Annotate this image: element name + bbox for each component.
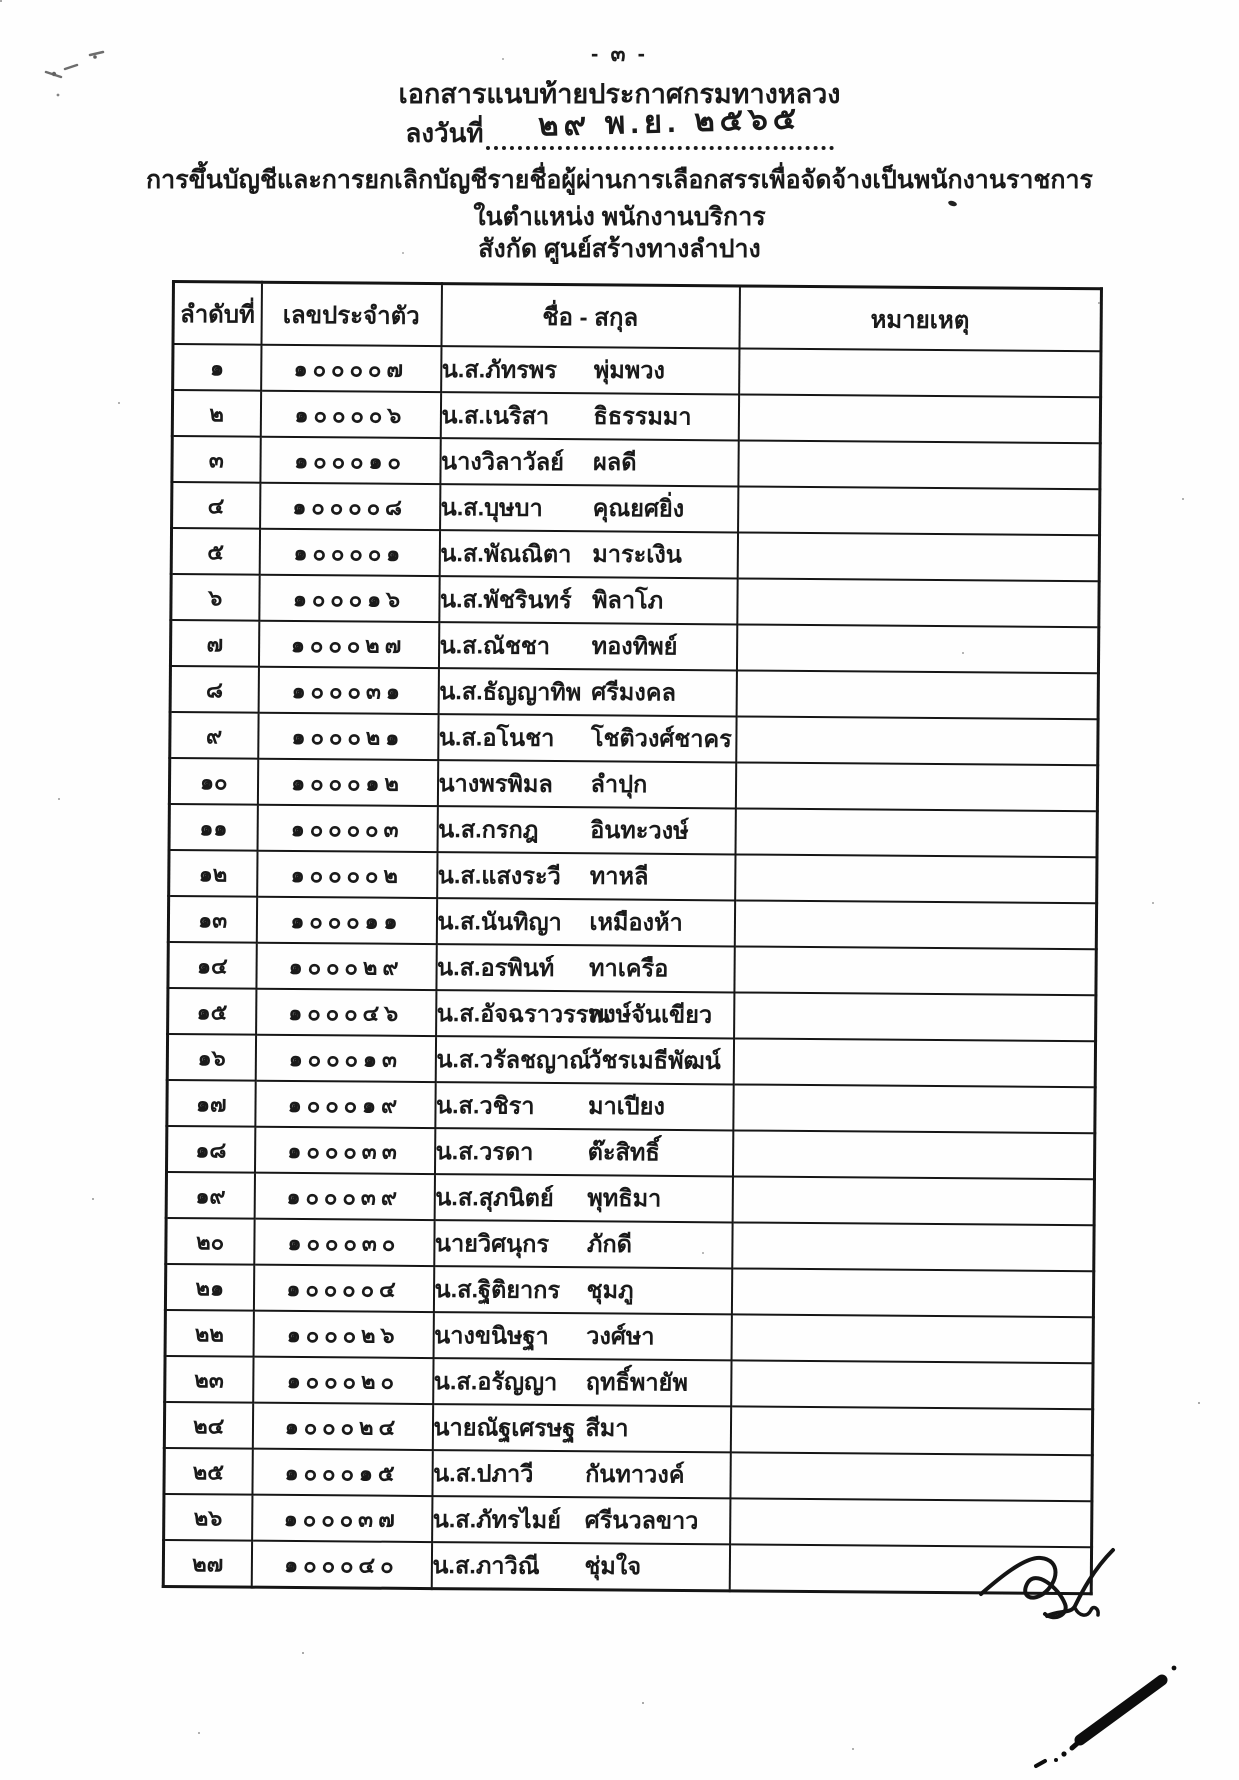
- note-cell: [738, 440, 1100, 489]
- first-name: น.ส.เนริสา: [441, 401, 550, 429]
- order-cell: ๑๔: [168, 942, 256, 989]
- table-row: [173, 344, 1101, 397]
- table-row: [170, 666, 1098, 719]
- last-name: อินทะวงษ์: [590, 816, 689, 844]
- table-row: [163, 1540, 1091, 1594]
- signature-mark: [975, 1538, 1135, 1633]
- note-cell: [736, 624, 1098, 673]
- handwritten-date: ๒๙ พ.ย. ๒๕๖๕: [537, 100, 802, 143]
- order-cell: ๒๓: [165, 1356, 253, 1403]
- table-row: [166, 1126, 1094, 1179]
- last-name: สีมา: [585, 1414, 629, 1442]
- id-cell: ๑๐๐๐๐๑: [259, 529, 439, 576]
- last-name: ต๊ะสิทธิ์: [587, 1138, 660, 1166]
- document-title: เอกสารแนบท้ายประกาศกรมทางหลวง: [398, 79, 841, 109]
- order-cell: ๖: [171, 574, 259, 621]
- note-cell: [738, 486, 1100, 535]
- id-cell: ๑๐๐๐๔๐: [251, 1541, 431, 1589]
- first-name: น.ส.บุษบา: [440, 493, 543, 521]
- id-cell: ๑๐๐๐๐๘: [260, 483, 440, 530]
- last-name: พุ่มพวง: [593, 356, 666, 384]
- note-cell: [733, 1084, 1095, 1133]
- table-row: [172, 390, 1100, 443]
- first-name: นางพรพิมล: [438, 769, 553, 797]
- id-cell: ๑๐๐๐๒๙: [256, 943, 436, 990]
- id-cell: ๑๐๐๐๒๔: [252, 1403, 432, 1450]
- last-name: ศรีมงคล: [591, 678, 677, 706]
- header-id: เลขประจำตัว: [261, 282, 441, 346]
- name-cell: [436, 944, 734, 992]
- table-row: [164, 1448, 1092, 1501]
- name-cell: [433, 1266, 731, 1314]
- order-cell: ๒๕: [164, 1448, 252, 1495]
- table-row: [172, 482, 1100, 535]
- id-cell: ๑๐๐๐๒๑: [258, 713, 438, 760]
- note-cell: [731, 1360, 1093, 1409]
- note-cell: [732, 1130, 1094, 1179]
- first-name: น.ส.ณัชชา: [439, 631, 551, 659]
- name-cell: [437, 760, 735, 808]
- last-name: ทาเครือ: [589, 954, 669, 982]
- name-cell: [435, 1082, 733, 1130]
- date-dotted-line: [486, 100, 834, 150]
- order-cell: ๒: [172, 390, 260, 437]
- note-cell: [732, 1176, 1094, 1225]
- table-row: [169, 850, 1097, 903]
- id-cell: ๑๐๐๐๓๐: [254, 1219, 434, 1266]
- order-cell: ๙: [170, 712, 258, 759]
- table-row: [168, 942, 1096, 995]
- table-row: [170, 712, 1098, 765]
- last-name: ผลดี: [592, 448, 637, 476]
- order-cell: ๓: [172, 436, 260, 483]
- id-cell: ๑๐๐๐๐๖: [260, 391, 440, 438]
- first-name: นางวิลาวัลย์: [440, 447, 565, 475]
- name-cell: [434, 1174, 732, 1222]
- first-name: น.ส.วชิรา: [435, 1091, 535, 1119]
- order-cell: ๒๐: [166, 1218, 254, 1265]
- note-cell: [735, 808, 1097, 857]
- name-cell: [434, 1220, 732, 1268]
- table-row: [168, 896, 1096, 949]
- last-name: วงศ์ษา: [586, 1322, 655, 1350]
- id-cell: ๑๐๐๐๐๗: [261, 345, 441, 392]
- note-cell: [738, 394, 1100, 443]
- id-cell: ๑๐๐๐๑๕: [252, 1449, 432, 1496]
- last-name: พงษ์จันเขียว: [588, 1000, 713, 1028]
- last-name: ธิธรรมมา: [593, 402, 692, 430]
- order-cell: ๑๐: [169, 758, 257, 805]
- order-cell: ๑๘: [166, 1126, 254, 1173]
- first-name: นายณัฐเศรษฐ: [433, 1413, 576, 1441]
- header-name: ชื่อ - สกุล: [441, 284, 739, 349]
- name-cell: [432, 1404, 730, 1452]
- first-name: น.ส.วรัลชญาณ์: [436, 1045, 592, 1073]
- name-cell: [437, 852, 735, 900]
- order-cell: ๒๔: [164, 1402, 252, 1449]
- name-cell: [432, 1496, 730, 1544]
- name-cell: [436, 990, 734, 1038]
- order-cell: ๑๕: [168, 988, 256, 1035]
- first-name: น.ส.แสงระวี: [437, 861, 561, 889]
- order-cell: ๒๒: [165, 1310, 253, 1357]
- last-name: ทาหลี: [589, 862, 649, 890]
- note-cell: [739, 348, 1101, 397]
- name-cell: [433, 1358, 731, 1406]
- first-name: น.ส.กรกฎ: [438, 815, 539, 843]
- page-number: - ๓ -: [591, 41, 648, 66]
- name-cell: [441, 346, 739, 394]
- note-cell: [730, 1452, 1092, 1501]
- first-name: น.ส.ฐิติยากร: [434, 1275, 561, 1303]
- order-cell: ๑: [173, 344, 261, 391]
- affiliation-line: สังกัด ศูนย์สร้างทางลำปาง: [478, 235, 761, 263]
- first-name: น.ส.อโนชา: [438, 723, 555, 751]
- name-cell: [440, 484, 738, 532]
- name-cell: [433, 1312, 731, 1360]
- first-name: นางขนิษฐา: [434, 1321, 549, 1349]
- order-cell: ๑๑: [169, 804, 257, 851]
- first-name: น.ส.ธัญญาทิพ: [439, 677, 582, 705]
- last-name: เหมืองห้า: [589, 908, 683, 936]
- header-note: หมายเหตุ: [739, 286, 1101, 351]
- first-name: น.ส.สุภนิตย์: [435, 1183, 554, 1211]
- table-row: [171, 528, 1099, 581]
- id-cell: ๑๐๐๐๐๓: [257, 805, 437, 852]
- id-cell: ๑๐๐๐๑๖: [259, 575, 439, 622]
- name-cell: [438, 622, 736, 670]
- order-cell: ๑๒: [169, 850, 257, 897]
- order-cell: ๗: [170, 620, 258, 667]
- name-cell: [438, 714, 736, 762]
- order-cell: ๑๙: [166, 1172, 254, 1219]
- id-cell: ๑๐๐๐๓๗: [252, 1495, 432, 1542]
- note-cell: [736, 670, 1098, 719]
- id-cell: ๑๐๐๐๒๗: [258, 621, 438, 668]
- last-name: ศรีนวลขาว: [584, 1506, 699, 1534]
- order-cell: ๕: [171, 528, 259, 575]
- name-cell: [440, 438, 738, 486]
- name-cell: [438, 668, 736, 716]
- last-name: ภักดี: [586, 1230, 633, 1258]
- header-order: ลำดับที่: [173, 282, 261, 345]
- id-cell: ๑๐๐๐๐๔: [253, 1265, 433, 1312]
- table-row: [165, 1264, 1093, 1317]
- name-cell: [439, 530, 737, 578]
- id-cell: ๑๐๐๐๔๖: [256, 989, 436, 1036]
- table-row: [167, 1080, 1095, 1133]
- name-cell: [437, 806, 735, 854]
- name-cell: [434, 1128, 732, 1176]
- name-cell: [440, 392, 738, 440]
- note-cell: [735, 762, 1097, 811]
- order-cell: ๘: [170, 666, 258, 713]
- last-name: มาเปียง: [587, 1092, 666, 1120]
- name-cell: [439, 576, 737, 624]
- note-cell: [731, 1268, 1093, 1317]
- note-cell: [734, 946, 1096, 995]
- last-name: กันทาวงค์: [585, 1460, 685, 1488]
- order-cell: ๑๖: [167, 1034, 255, 1081]
- id-cell: ๑๐๐๐๑๐: [260, 437, 440, 484]
- date-line: [0, 100, 1239, 150]
- first-name: น.ส.ภาวิณี: [432, 1551, 540, 1579]
- table-row: [170, 620, 1098, 673]
- table-row: [169, 758, 1097, 811]
- table-row: [168, 988, 1096, 1041]
- last-name: คุณยศยิ่ง: [592, 494, 685, 522]
- table-row: [169, 804, 1097, 857]
- first-name: นายวิศนุกร: [434, 1229, 550, 1257]
- subject-line: การขึ้นบัญชีและการยกเลิกบัญชีรายชื่อผู้ผ่านการเลือกสรรเพื่อจัดจ้างเป็นพนักงานราชการ: [146, 166, 1093, 194]
- last-name: พิลาโภ: [591, 586, 664, 614]
- note-cell: [730, 1406, 1092, 1455]
- name-cell: [436, 898, 734, 946]
- first-name: น.ส.นันทิญา: [437, 907, 562, 935]
- last-name: ลำปุก: [590, 770, 648, 798]
- order-cell: ๔: [172, 482, 260, 529]
- first-name: น.ส.อรพินท์: [437, 953, 555, 981]
- pencil-scribble: [30, 40, 140, 110]
- name-cell: [435, 1036, 733, 1084]
- id-cell: ๑๐๐๐๑๙: [255, 1081, 435, 1128]
- table-row: [167, 1034, 1095, 1087]
- note-cell: [737, 532, 1099, 581]
- first-name: น.ส.อัจฉราวรรณ: [436, 999, 611, 1027]
- corner-ink-mark: [1022, 1648, 1202, 1773]
- last-name: โชติวงศ์ชาคร: [590, 724, 732, 752]
- date-label: ลงวันที่: [405, 118, 484, 148]
- id-cell: ๑๐๐๐๓๓: [254, 1127, 434, 1174]
- id-cell: ๑๐๐๐๑๓: [255, 1035, 435, 1082]
- last-name: ชุ่มใจ: [584, 1552, 642, 1580]
- id-cell: ๑๐๐๐๑๒: [257, 759, 437, 806]
- first-name: น.ส.ภัทรพร: [441, 355, 558, 383]
- scan-noise: [0, 0, 2, 2]
- id-cell: ๑๐๐๐๑๑: [256, 897, 436, 944]
- id-cell: ๑๐๐๐๒๖: [253, 1311, 433, 1358]
- note-cell: [732, 1222, 1094, 1271]
- table-row: [164, 1402, 1092, 1455]
- order-cell: ๒๗: [163, 1540, 251, 1587]
- table-body: [163, 344, 1101, 1594]
- id-cell: ๑๐๐๐๓๙: [254, 1173, 434, 1220]
- note-cell: [734, 900, 1096, 949]
- table-row: [164, 1494, 1092, 1547]
- id-cell: ๑๐๐๐๒๐: [253, 1357, 433, 1404]
- last-name: พุทธิมา: [587, 1184, 662, 1212]
- table-row: [165, 1356, 1093, 1409]
- table-row: [172, 436, 1100, 489]
- order-cell: ๒๖: [164, 1494, 252, 1541]
- last-name: ฤทธิ์พายัพ: [585, 1368, 688, 1396]
- name-cell: [431, 1542, 729, 1591]
- note-cell: [733, 1038, 1095, 1087]
- last-name: ทองทิพย์: [591, 632, 678, 660]
- first-name: น.ส.พัชรินทร์: [439, 585, 572, 613]
- order-cell: ๒๑: [165, 1264, 253, 1311]
- position-line: ในตำแหน่ง พนักงานบริการ: [473, 203, 766, 231]
- order-cell: ๑๓: [168, 896, 256, 943]
- last-name: มาระเงิน: [592, 540, 682, 568]
- first-name: น.ส.ภัทรไมย์: [432, 1505, 562, 1533]
- note-cell: [734, 992, 1096, 1041]
- last-name: ชุมภู: [586, 1276, 634, 1304]
- name-cell: [432, 1450, 730, 1498]
- id-cell: ๑๐๐๐๓๑: [258, 667, 438, 714]
- first-name: น.ส.ปภาวี: [433, 1459, 534, 1487]
- table-row: [166, 1218, 1094, 1271]
- table-header-row: [173, 282, 1101, 352]
- applicant-table: [162, 280, 1103, 1595]
- note-cell: [731, 1314, 1093, 1363]
- note-cell: [737, 578, 1099, 627]
- table-row: [171, 574, 1099, 627]
- roster-table-container: [162, 280, 1103, 1595]
- note-cell: [736, 716, 1098, 765]
- id-cell: ๑๐๐๐๐๒: [257, 851, 437, 898]
- first-name: น.ส.พัณณิตา: [440, 539, 572, 567]
- note-cell: [735, 854, 1097, 903]
- order-cell: ๑๗: [167, 1080, 255, 1127]
- last-name: วัชรเมธีพัฒน์: [588, 1046, 721, 1074]
- first-name: น.ส.อรัญญา: [433, 1367, 558, 1395]
- table-row: [166, 1172, 1094, 1225]
- table-row: [165, 1310, 1093, 1363]
- first-name: น.ส.วรดา: [435, 1137, 534, 1165]
